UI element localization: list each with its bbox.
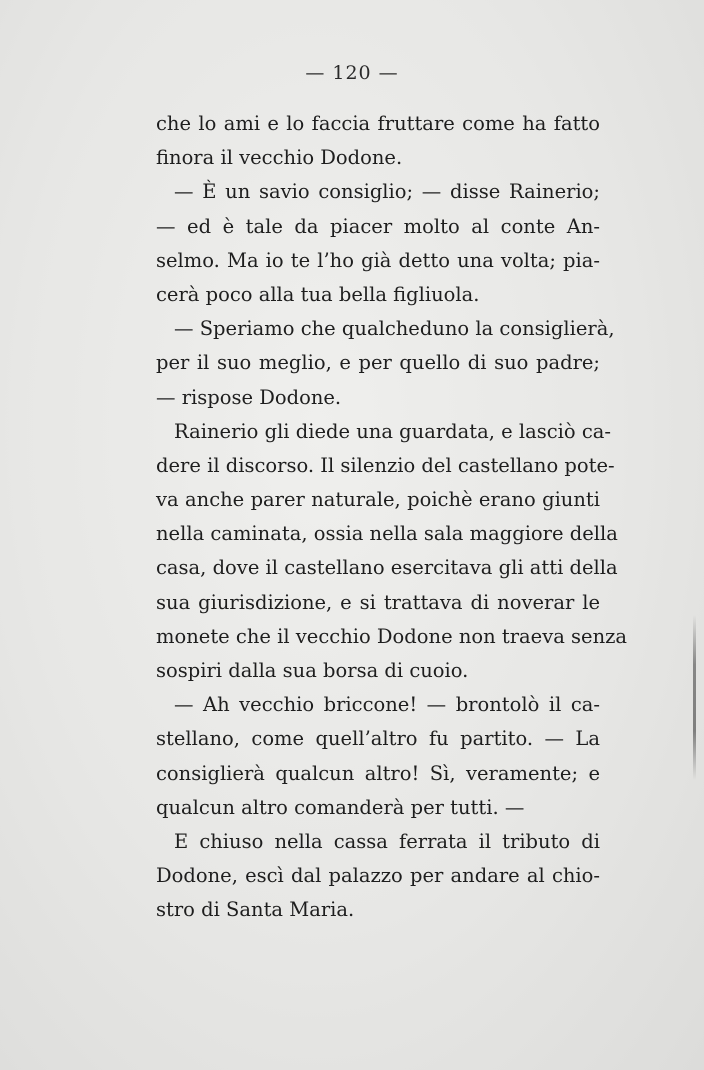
page-number: — 120 — bbox=[305, 62, 399, 84]
text-line: va anche parer naturale, poichè erano giunti bbox=[156, 488, 600, 512]
paragraph bbox=[156, 175, 600, 312]
text-line: per il suo meglio, e per quello di suo padre; bbox=[156, 351, 600, 375]
text-line: consiglierà qualcun altro! Sì, veramente; e bbox=[156, 761, 600, 785]
paragraph bbox=[156, 312, 615, 415]
text-line: Dodone, escì dal palazzo per andare al chio- bbox=[156, 864, 600, 888]
text-line: monete che il vecchio Dodone non traeva senza bbox=[156, 624, 628, 648]
text-line: finora il vecchio Dodone. bbox=[156, 146, 403, 170]
text-line: sospiri dalla sua borsa di cuoio. bbox=[156, 659, 469, 682]
text-line: che lo ami e lo faccia fruttare come ha fatto bbox=[156, 112, 600, 135]
text-line: E chiuso nella cassa ferrata il tributo di bbox=[174, 829, 600, 853]
text-line: selmo. Ma io te l’ho già detto una volta; pia- bbox=[156, 248, 600, 272]
text-line: dere il discorso. Il silenzio del castellano pote- bbox=[156, 453, 615, 477]
text-line: — rispose Dodone. bbox=[156, 385, 342, 409]
paragraph bbox=[156, 107, 600, 175]
text-line: qualcun altro comanderà per tutti. — bbox=[156, 795, 525, 819]
text-line: nella caminata, ossia nella sala maggiore della bbox=[156, 522, 618, 546]
paragraph bbox=[156, 415, 628, 689]
text-line: — Ah vecchio briccone! — brontolò il ca- bbox=[174, 693, 600, 717]
page-edge-shadow bbox=[693, 615, 696, 780]
paragraph bbox=[156, 688, 600, 825]
text-line: stro di Santa Maria. bbox=[156, 898, 355, 922]
text-line: cerà poco alla tua bella figliuola. bbox=[156, 282, 480, 306]
paragraph bbox=[156, 825, 600, 928]
text-line: casa, dove il castellano esercitava gli atti della bbox=[156, 556, 618, 580]
text-line: Rainerio gli diede una guardata, e lasciò ca- bbox=[174, 419, 611, 443]
text-line: stellano, come quell’altro fu partito. — La bbox=[156, 727, 600, 751]
text-line: — È un savio consiglio; — disse Rainerio; bbox=[174, 180, 600, 204]
text-line: — ed è tale da piacer molto al conte An- bbox=[156, 214, 600, 238]
text-line: sua giurisdizione, e si trattava di noverar le bbox=[156, 590, 600, 614]
text-line: — Speriamo che qualcheduno la consiglierà, bbox=[174, 317, 615, 341]
body-text bbox=[156, 107, 628, 928]
